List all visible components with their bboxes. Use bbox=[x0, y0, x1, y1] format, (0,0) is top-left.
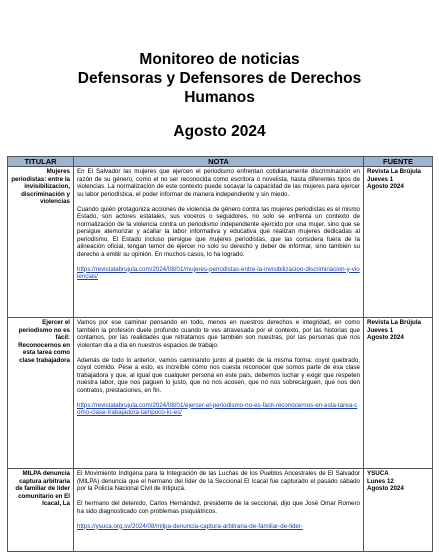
titular-cell: Ejercer el periodismo no es fácil: Reconocernos en esta tarea como clase trabajadora bbox=[8, 318, 74, 469]
title-line-3: Humanos bbox=[184, 89, 255, 106]
article-link[interactable]: https://ysuca.org.sv/2024/08/milpa-denuncia-captura-arbitraria-de-familiar-de-lider- bbox=[77, 522, 303, 530]
nota-paragraph: En El Salvador las mujeres que ejercen el periodismo enfrentan cotidianamente discriminación en razón de su género, como el no ser reconocida como escritora o novelista, hasta diferentes tipos de violencias. La normalización de este contexto puede socavar la capacidad de las mujeres para ejercer su labor periodística, el poder informar de manera independiente y sin miedo. bbox=[77, 168, 360, 198]
table-row bbox=[8, 469, 433, 552]
nota-paragraph: Además de todo lo anterior, vamos caminando junto al pueblo de la misma forma: coyol quebrado, coyol comido. Pese a esto, es increíble cómo nos cuesta reconocer que somos parte de esa clase trabajadora y que, al igual que cualquier persona en este país, debemos luchar y exigir que respeten nuestra labor, que nos paguen lo justo, que no nos acosen, que no nos sobrecarguen, que nos den contratos, prestaciones, en fin. bbox=[77, 356, 360, 394]
title-line-2: Defensoras y Defensores de Derechos bbox=[77, 70, 362, 87]
title-line-1: Monitoreo de noticias bbox=[139, 51, 300, 68]
document-date: Agosto 2024 bbox=[173, 123, 266, 140]
header-fuente: FUENTE bbox=[364, 157, 433, 167]
header-nota: NOTA bbox=[74, 157, 364, 167]
article-link[interactable]: https://revistalabrujula.com/2024/08/01/mujeres-periodistas-entre-la-invisibilizacion-discriminacion-y-violencias/ bbox=[77, 265, 360, 280]
nota-paragraph: El hermano del detenido, Carlos Hernández, presidente de la seccional, dijo que José Omar Romero ha sido diagnosticado con problemas psiquiátricos. bbox=[77, 500, 360, 515]
fuente-cell bbox=[364, 469, 433, 552]
table-row bbox=[8, 318, 433, 469]
fuente-cell bbox=[364, 167, 433, 318]
document-title-block bbox=[0, 50, 439, 141]
fuente-source: Revista La Brújula bbox=[367, 168, 421, 175]
titular-cell: MILPA denuncia captura arbitraria de familiar de líder comunitario en El Icacal, La bbox=[8, 469, 74, 552]
table-header-row bbox=[8, 157, 433, 167]
nota-cell bbox=[74, 167, 364, 318]
header-titular: TITULAR bbox=[8, 157, 74, 167]
table-row bbox=[8, 167, 433, 318]
nota-cell bbox=[74, 318, 364, 469]
fuente-month: Agosto 2024 bbox=[367, 334, 404, 341]
nota-cell bbox=[74, 469, 364, 552]
nota-paragraph: Vamos por ese caminar pensando en todo, menos en nuestros derechos e integridad, en como también la profesión duele profundo cuando te ves atravesada por el contexto, por las historias que contamos, por las realidades que retratamos que también son nuestras, por las personas que nos violentan día a día en nuestros espacios de trabajo. bbox=[77, 319, 360, 349]
nota-paragraph: El Movimiento Indígena para la Integración de las Luchas de los Pueblos Ancestrales de El Salvador (MILPA) denuncia que el hermano del líder de la Seccional El Icacal fue capturado el pasado sábado por la Policía Nacional Civil de Intipucá. bbox=[77, 470, 360, 492]
fuente-month: Agosto 2024 bbox=[367, 485, 404, 492]
fuente-day: Jueves 1 bbox=[367, 175, 394, 183]
article-link[interactable]: https://revistalabrujula.com/2024/08/01/ejercer-el-periodismo-no-es-facil-reconocernos-en-esta-tarea-como-clase-trabajadora-tampoco-lo-es/ bbox=[77, 401, 358, 416]
fuente-day: Lunes 12 bbox=[367, 477, 394, 485]
fuente-source: YSUCA bbox=[367, 470, 389, 477]
fuente-source: Revista La Brújula bbox=[367, 319, 421, 326]
fuente-month: Agosto 2024 bbox=[367, 183, 404, 190]
news-table bbox=[7, 156, 433, 552]
titular-cell: Mujeres periodistas: entre la invisibilizacion, discriminación y violencias bbox=[8, 167, 74, 318]
fuente-cell bbox=[364, 318, 433, 469]
nota-paragraph: Cuando quién protagoniza acciones de violencia de género contra las mujeres periodistas es el mismo Estado, son actores estatales, sus voceros o seguidores, no solo se enfrenta un contexto de normalización de la violencia contra un periodismo independiente ejercido por una mujer, sino que se persigue atemorizar y acallar la labor informativa y educativa que realizan mujeres dedicadas al periodismo. El Estado incluso persigue que mujeres periodistas, que las considera fuera de la alineación oficial, tengan temor de ejercer no solo su derecho y deber de informar, sino también su derecho a emitir su opinión. En muchos casos, lo ha logrado. bbox=[77, 205, 360, 258]
fuente-day: Jueves 1 bbox=[367, 326, 394, 334]
